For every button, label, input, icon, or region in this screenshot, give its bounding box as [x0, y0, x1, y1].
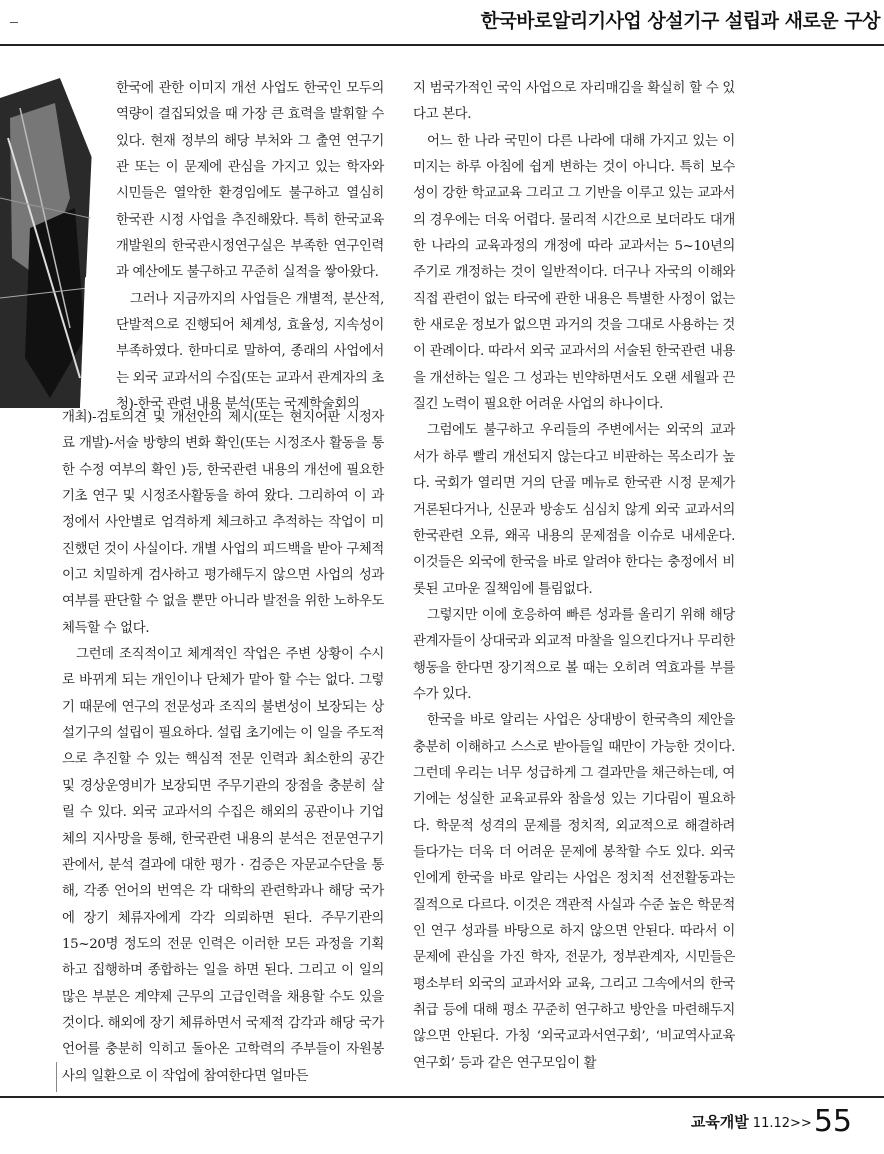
paragraph: 지 범국가적인 국익 사업으로 자리매김을 확실히 할 수 있다고 본다. — [413, 81, 735, 123]
page-number: 55 — [813, 1104, 852, 1139]
right-column — [413, 76, 735, 1077]
corner-mark — [10, 22, 18, 23]
paragraph: 그렇지만 이에 호응하여 빠른 성과를 올리기 위해 해당 관계자들이 상대국과 외교적 마찰을 일으킨다거나 무리한 행동을 한다면 장기적으로 볼 때는 오히려 역효과를 부를 수가 있다. — [413, 607, 735, 702]
paragraph: 개최)-검토의견 및 개선안의 제시(또는 현지어판 시정자료 개발)-서술 방향의 변화 확인(또는 시정조사 활동을 통한 수정 여부의 확인 )등, 한국관련 내용의 개선에 필요한 기초 연구 및 시정조사활동을 하여 왔다. 그리하여 이 과정에서 사안별로 엄격하게 체크하고 추적하는 작업이 미진했던 것이 사실이다. 개별 사업의 피드백을 받아 구체적이고 치밀하게 검사하고 평가해두지 않으면 사업의 성과여부를 판단할 수 없을 뿐만 아니라 발전을 위한 노하우도 체득할 수 없다. — [62, 410, 384, 636]
paragraph: 그러나 지금까지의 사업들은 개별적, 분산적, 단발적으로 진행되어 체계성, 효율성, 지속성이 부족하였다. 한마디로 말하여, 종래의 사업에서는 외국 교과서의 수집(또는 교과서 관계자의 초청)-한국 관련 내용 분석(또는 국제학술회의 — [116, 291, 384, 413]
issue-number: 11.12>> — [752, 1116, 812, 1131]
paragraph: 그럼에도 불구하고 우리들의 주변에서는 외국의 교과서가 하루 빨리 개선되지 않는다고 비판하는 목소리가 높다. 국회가 열리면 거의 단골 메뉴로 한국관 시정 문제가 거론된다거나, 신문과 방송도 심심치 않게 외국 교과서의 한국관련 오류, 왜곡 내용의 문제점을 이슈로 내세운다. 이것들은 외국에 한국을 바로 알려야 한다는 충정에서 비롯된 고마운 질책임에 틀림없다. — [413, 423, 735, 597]
paragraph: 어느 한 나라 국민이 다른 나라에 대해 가지고 있는 이미지는 하루 아침에 쉽게 변하는 것이 아니다. 특히 보수성이 강한 학교교육 그리고 그 기반을 이루고 있는 교과서의 경우에는 더욱 어렵다. 물리적 시간으로 보더라도 대개 한 나라의 교육과정의 개정에 따라 교과서는 5~10년의 주기로 개정하는 것이 일반적이다. 더구나 자국의 이해와 직접 관련이 없는 타국에 관한 내용은 특별한 사정이 없는 한 새로운 정보가 없으면 과거의 것을 그대로 사용하는 것이 관례이다. 따라서 외국 교과서의 서술된 한국관련 내용을 개선하는 일은 그 성과는 빈약하면서도 오랜 세월과 끈질긴 노력이 필요한 어려운 사업의 하나이다. — [413, 133, 735, 413]
left-column-top — [116, 76, 384, 418]
photo-strip-image — [0, 78, 92, 408]
running-header-title: 한국바로알리기사업 상설기구 설립과 새로운 구상 — [480, 10, 880, 32]
header-divider — [0, 44, 884, 46]
paragraph: 한국에 관한 이미지 개선 사업도 한국인 모두의 역량이 결집되었을 때 가장 큰 효력을 발휘할 수 있다. 현재 정부의 해당 부처와 그 출연 연구기관 또는 이 문제에 관심을 가지고 있는 학자와 시민들은 열악한 환경임에도 불구하고 열심히 한국관 시정 사업을 추진해왔다. 특히 한국교육개발원의 한국관시정연구실은 부족한 연구인력과 예산에도 불구하고 꾸준히 실적을 쌓아왔다. — [116, 81, 384, 281]
margin-mark — [56, 1062, 57, 1092]
footer-divider — [0, 1096, 884, 1098]
paragraph: 그런데 조직적이고 체계적인 작업은 주변 상황이 수시로 바뀌게 되는 개인이나 단체가 맡아 할 수는 없다. 그렇기 때문에 연구의 전문성과 조직의 불변성이 보장되는 상설기구의 설립이 필요하다. 설립 초기에는 이 일을 주도적으로 추진할 수 있는 핵심적 전문 인력과 최소한의 공간 및 경상운영비가 보장되면 주무기관의 장점을 충분히 살릴 수 있다. 외국 교과서의 수집은 해외의 공관이나 기업체의 지사망을 통해, 한국관련 내용의 분석은 전문연구기관에서, 분석 결과에 대한 평가 · 검증은 자문교수단을 통해, 각종 언어의 번역은 각 대학의 관련학과나 해당 국가에 장기 체류자에게 각각 의뢰하면 된다. 주무기관의 15~20명 정도의 전문 인력은 이러한 모든 과정을 기획하고 집행하며 종합하는 일을 하면 된다. 그리고 이 일의 많은 부분은 계약제 근무의 고급인력을 채용할 수도 있을 것이다. 해외에 장기 체류하면서 국제적 감각과 해당 국가 언어를 충분히 익히고 돌아온 고학력의 주부들이 자원봉사의 일환으로 이 작업에 참여한다면 얼마든 — [62, 647, 384, 1084]
page-footer — [691, 1104, 852, 1139]
magazine-name: 교육개발 — [690, 1113, 749, 1131]
paragraph: 한국을 바로 알리는 사업은 상대방이 한국측의 제안을 충분히 이해하고 스스로 받아들일 때만이 가능한 것이다. 그런데 우리는 너무 성급하게 그 결과만을 채근하는데, 여기에는 성실한 교육교류와 참을성 있는 기다림이 필요하다. 학문적 성격의 문제를 정치적, 외교적으로 해결하려 들다가는 더욱 더 어려운 문제에 봉착할 수도 있다. 외국인에게 한국을 바로 알리는 사업은 정치적 선전활동과는 질적으로 다르다. 이것은 객관적 사실과 수준 높은 학문적인 연구 성과를 바탕으로 하지 않으면 안된다. 따라서 이 문제에 관심을 가진 학자, 전문가, 정부관계자, 시민들은 평소부터 외국의 교과서와 교육, 그리고 그속에서의 한국 취급 등에 대해 평소 꾸준히 연구하고 방안을 마련해두지 않으면 안된다. 가칭 ‘외국교과서연구회’, ‘비교역사교육연구회’ 등과 같은 연구모임이 활 — [413, 713, 735, 1071]
left-column-bottom — [62, 405, 384, 1090]
